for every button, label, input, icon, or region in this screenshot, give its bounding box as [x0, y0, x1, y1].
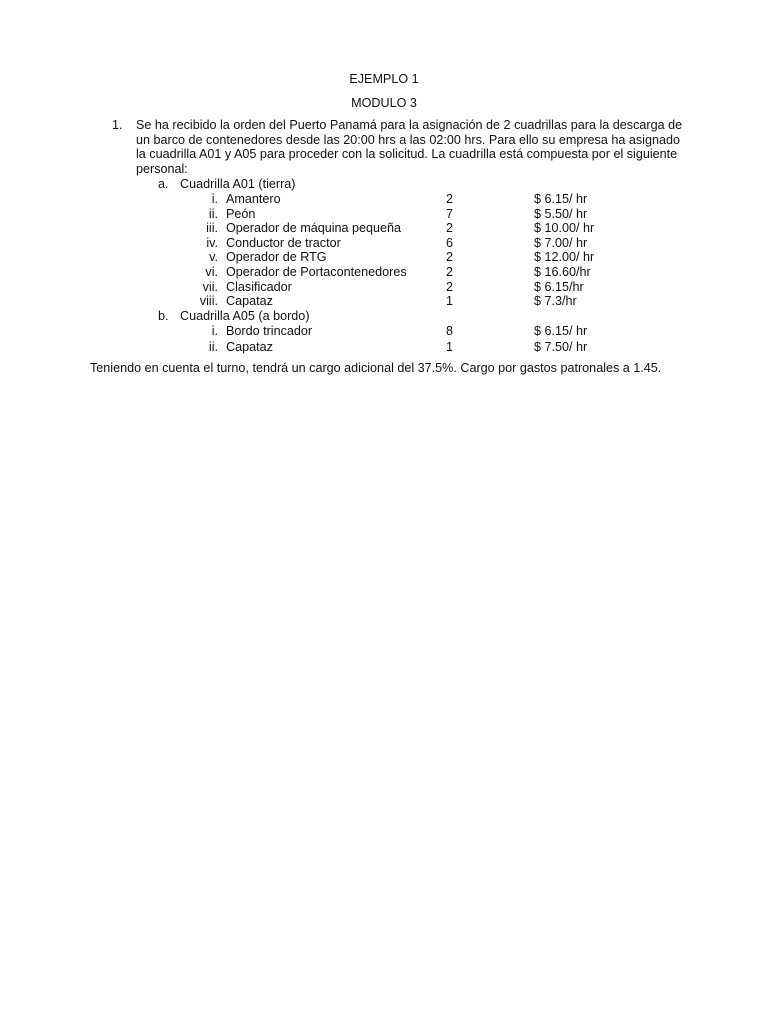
row-qty: 1	[446, 294, 454, 309]
crew-a05-row	[160, 324, 620, 339]
row-qty: 6	[446, 235, 454, 250]
row-role: Capataz	[226, 340, 273, 354]
crew-a01-row	[160, 236, 620, 251]
row-role: Operador de Portacontenedores	[226, 265, 407, 279]
row-role: Capataz	[226, 294, 273, 309]
crew-a01-row	[160, 265, 620, 280]
row-rate: $ 7.50/ hr	[534, 340, 588, 354]
row-qty: 2	[446, 250, 454, 265]
row-roman: v.	[209, 250, 218, 265]
row-rate: $ 6.15/ hr	[534, 192, 588, 206]
document-title: EJEMPLO 1	[349, 72, 419, 86]
row-roman: iv.	[206, 235, 218, 250]
crew-a01-row	[160, 294, 620, 309]
row-role: Bordo trincador	[226, 324, 313, 338]
crew-a01-row	[160, 280, 620, 295]
row-rate: $ 12.00/ hr	[534, 250, 595, 265]
row-rate: $ 7.00/ hr	[534, 235, 588, 250]
crew-a01-row	[160, 207, 620, 222]
row-roman: ii.	[208, 340, 218, 354]
row-rate: $ 6.15/ hr	[534, 324, 588, 338]
crew-a01-row	[160, 250, 620, 265]
row-qty: 7	[446, 206, 454, 221]
row-roman: i.	[211, 324, 218, 338]
row-role: Conductor de tractor	[226, 235, 341, 250]
row-roman: ii.	[208, 206, 218, 221]
document-subtitle: MODULO 3	[351, 96, 417, 110]
row-roman: viii.	[199, 294, 218, 309]
crew-label: Cuadrilla A05 (a bordo)	[180, 309, 310, 323]
row-role: Operador de máquina pequeña	[226, 221, 402, 236]
row-qty: 2	[446, 279, 454, 294]
row-role: Peón	[226, 206, 256, 221]
crew-label: Cuadrilla A01 (tierra)	[180, 177, 296, 191]
row-qty: 2	[446, 192, 454, 206]
row-roman: vi.	[205, 265, 218, 279]
row-role: Amantero	[226, 192, 281, 206]
crew-a05-row	[160, 340, 620, 355]
row-qty: 2	[446, 265, 454, 279]
row-rate: $ 16.60/hr	[534, 265, 591, 279]
row-role: Operador de RTG	[226, 250, 327, 265]
row-qty: 2	[446, 221, 454, 236]
row-roman: i.	[211, 192, 218, 206]
row-qty: 8	[446, 324, 454, 338]
crew-letter: b.	[158, 309, 169, 323]
row-roman: iii.	[206, 221, 218, 236]
row-qty: 1	[446, 340, 454, 354]
item-number: 1.	[112, 118, 123, 132]
row-rate: $ 7.3/hr	[534, 294, 577, 309]
row-role: Clasificador	[226, 279, 292, 294]
crew-a01-row	[160, 192, 620, 207]
row-rate: $ 6.15/hr	[534, 279, 584, 294]
item-text: Se ha recibido la orden del Puerto Panamá para la asignación de 2 cuadrillas para la descarga de un barco de contenedores desde las 20:00 hrs a las 02:00 hrs. Para ello su empresa ha asignado la cuadrilla A01 y A05 para proceder con la solicitud. La cuadrilla está compuesta por el siguiente personal:	[136, 118, 683, 176]
row-roman: vii.	[202, 279, 218, 294]
footnote: Teniendo en cuenta el turno, tendrá un cargo adicional del 37.5%. Cargo por gastos patronales a 1.45.	[90, 361, 662, 375]
row-rate: $ 10.00/ hr	[534, 221, 595, 236]
row-rate: $ 5.50/ hr	[534, 206, 588, 221]
crew-letter: a.	[158, 177, 169, 191]
crew-a01-row	[160, 221, 620, 236]
